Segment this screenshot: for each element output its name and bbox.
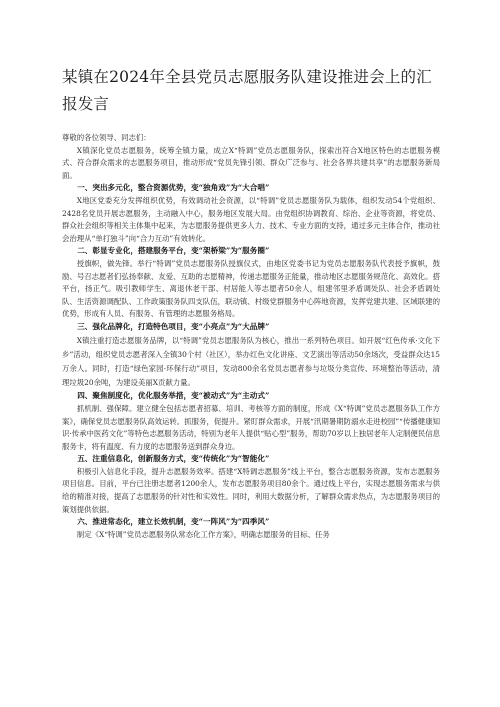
document-title: 某镇在2024年全县党员志愿服务队建设推进会上的汇报发言	[62, 68, 432, 113]
section-5-heading: 五、注重信息化，创新服务方式，变“传统化”为“智能化”	[77, 454, 270, 464]
section-4-heading: 四、聚焦制度化，优化服务举措，变“被动式”为“主动式”	[77, 391, 270, 401]
section-5-body: 积极引入信息化手段，提升志愿服务效率。搭建“X特调志愿服务”线上平台，整合志愿服务资源，发布志愿服务项目信息。目前，平台已注册志愿者1200余人，发布志愿服务项目80余个。通过线上平台，实现志愿服务需求与供给的精准对接，提高了志愿服务的针对性和实效性。同时，利用大数据分析，了解群众需求热点，为志愿服务项目的策划提供依据。	[62, 466, 440, 514]
section-3-body: X镇注重打造志愿服务品牌，以“特调”党员志愿服务队为核心，推出一系列特色项目。如开展“红色传承·文化下乡”活动，组织党员志愿者深入全镇30个村（社区），举办红色文化讲座、文艺演出等活动50余场次，受益群众达15万余人。同时，打造“绿色家园·环保行动”项目，发动800余名党员志愿者参与垃圾分类宣传、环境整治等活动，清理垃圾20余吨，为建设美丽X贡献力量。	[62, 335, 440, 388]
section-2-heading: 二、彰显专业化，搭建服务平台，变“架桥梁”为“服务圈”	[77, 246, 270, 256]
section-6-body: 制定《X“特调”党员志愿服务队常态化工作方案》，明确志愿服务的目标、任务	[76, 529, 330, 539]
section-2-body: 授旗帜，做先锋。举行“特调”党员志愿服务队授旗仪式，由地区党委书记为党员志愿服务队代表授予旗帜，鼓励、号召志愿者们弘扬奉献、友爱、互助的志愿精神，传递志愿服务正能量，推动地区志愿服务规范化、高效化。搭平台，扬正气。吸引教师学生、离退休老干部、村居能人等志愿者50余人，组建邻里矛盾调处队、社会矛盾调处队、生活资源调配队、工作政策服务队四支队伍，联动镇、村级党群服务中心阵地资源，发挥党建共建、区域联建的优势，形成有人员、有服务、有管理的志愿服务格局。	[62, 258, 440, 319]
salutation: 尊敬的各位领导、同志们：	[62, 133, 151, 142]
document-page	[62, 64, 440, 541]
section-4-body: 抓机制、强保障。建立健全包括志愿者招募、培训、考核等方面的制度，形成《X“特调”党员志愿服务队工作方案》，确保党员志愿服务队高效运转。抓服务，促提升。紧盯群众需求，开展“汛期暑期防溺水走进校园”“传播健康知识·传承中医药文化”等特色志愿服务活动，特别为老年人提供“贴心型”服务，帮助70岁以上独居老年人定制便民信息服务卡，将有温度、有力度的志愿服务送到群众身边。	[62, 403, 440, 451]
intro-paragraph: X镇深化党员志愿服务，统筹全镇力量，成立X“特调”党员志愿服务队，探索出符合X地区特色的志愿服务模式、符合群众需求的志愿服务项目，推动形成“党员先锋引领、群众广泛参与、社会各界共建共享”的志愿服务新局面。	[62, 145, 440, 180]
section-1-body: X地区党委充分发挥组织优势，有效调动社会资源，以“特调”党员志愿服务队为载体，组织发动54个党组织、2428名党员开展志愿服务，主动融入中心，服务地区发展大局。由党组织协调教育、综治、企业等资源，将党员、群众社会组织等相关主体集中起来，为志愿服务提供更多人力、技术、专业方面的支持，通过多元主体合作，推动社会治理从“单打独斗”向“合力互动”有效转化。	[62, 195, 440, 243]
section-3-heading: 三、强化品牌化，打造特色项目，变“小亮点”为“大品牌”	[77, 321, 270, 331]
section-6-heading: 六、推进常态化，建立长效机制，变“一阵风”为“四季风”	[77, 517, 270, 527]
section-1-heading: 一、突出多元化，整合资源优势，变“独角戏”为“大合唱”	[77, 183, 270, 193]
